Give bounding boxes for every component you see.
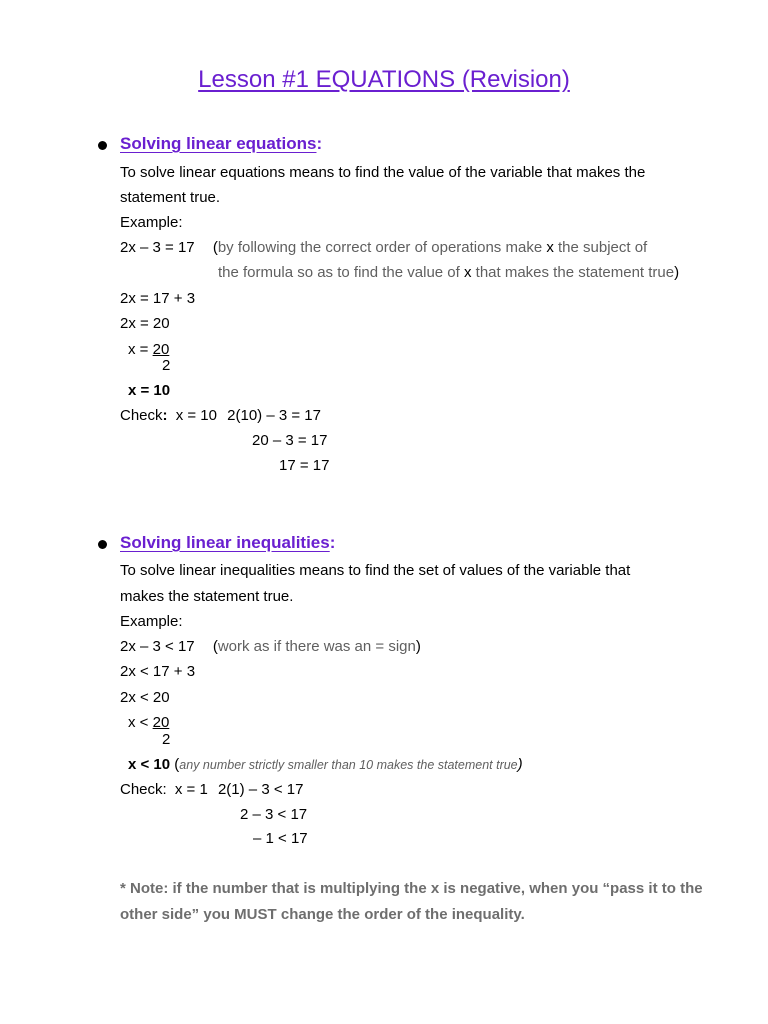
section-2-check-label: Check:: [120, 781, 167, 798]
section-2-result: [128, 756, 523, 773]
section-2-step-1-equation: 2x – 3 < 17: [120, 638, 195, 655]
section-1-step-1-note-b: the subject of: [553, 239, 648, 256]
section-1-step-1-note-x: x: [546, 239, 554, 256]
section-1-check-label: Check: [120, 407, 163, 424]
section-1-check-line-2: 20 – 3 = 17: [252, 432, 328, 449]
section-2-fraction-numerator: 20: [152, 714, 170, 731]
section-1-intro-line-1: To solve linear equations means to find the value of the variable that makes the: [120, 164, 646, 181]
section-1-step-1-note-x2: x: [463, 264, 472, 281]
section-2-check-line-3: – 1 < 17: [253, 830, 308, 847]
bullet-section-2: [98, 540, 107, 549]
section-1-step-1-equation: 2x – 3 = 17: [120, 239, 195, 256]
section-2-result-close-paren: ): [517, 756, 523, 773]
section-1-step-2: 2x = 17 + 3: [120, 290, 196, 307]
section-2-step-1-close-paren: ): [415, 638, 421, 655]
section-2-heading-text: Solving linear inequalities: [120, 533, 330, 552]
bullet-section-1: [98, 141, 107, 150]
section-2-step-1-note: work as if there was an = sign: [217, 638, 416, 655]
section-1-step-4-lhs: x =: [128, 341, 153, 358]
section-2-intro-line-2: makes the statement true.: [120, 588, 294, 605]
section-2-result-open-paren: (: [174, 756, 180, 773]
section-1-heading-text: Solving linear equations: [120, 134, 317, 153]
section-1-example-label: Example:: [120, 214, 183, 231]
section-1-step-1-note-a: by following the correct order of operations make: [217, 239, 547, 256]
section-1-step-1-note-c: the formula so as to find the value of: [218, 264, 464, 281]
section-2-heading-colon: :: [329, 533, 336, 552]
section-1-fraction-numerator: 20: [152, 341, 170, 358]
section-1-step-4: [128, 341, 169, 358]
section-2-step-1-open-paren: (: [212, 638, 218, 655]
section-1-step-3: 2x = 20: [120, 315, 170, 332]
section-2-intro-line-1: To solve linear inequalities means to find the set of values of the variable that: [120, 562, 631, 579]
section-2-check-line-2: 2 – 3 < 17: [240, 806, 308, 823]
section-2-result-note: any number strictly smaller than 10 makes the statement true: [179, 758, 518, 772]
section-2-result-value: x < 10: [128, 756, 171, 773]
section-1-check: [120, 407, 321, 424]
section-1-result: x = 10: [128, 382, 171, 399]
section-2-check-line-1: 2(1) – 3 < 17: [217, 781, 304, 798]
section-1-step-1-continued: [218, 264, 679, 281]
section-1-check-line-3: 17 = 17: [279, 457, 330, 474]
section-2-step-4: [128, 714, 169, 731]
section-1-check-colon: :: [162, 407, 168, 424]
section-2-step-2: 2x < 17 + 3: [120, 663, 196, 680]
section-1-heading-colon: :: [316, 134, 323, 153]
section-1-step-1-note-d: that makes the statement true: [471, 264, 675, 281]
section-1-heading: [120, 134, 322, 154]
section-1-intro-line-2: statement true.: [120, 189, 221, 206]
section-2-check: [120, 781, 303, 798]
section-2-step-3: 2x < 20: [120, 689, 170, 706]
page-title: Lesson #1 EQUATIONS (Revision): [198, 66, 570, 93]
section-1-check-substitution: x = 10: [175, 407, 217, 424]
section-2-check-substitution: x = 1: [174, 781, 208, 798]
section-1-check-line-1: 2(10) – 3 = 17: [227, 407, 321, 424]
section-1-step-1-open-paren: (: [212, 239, 218, 256]
section-2-example-label: Example:: [120, 613, 183, 630]
section-2-heading: [120, 533, 335, 553]
section-1-step-1: [120, 239, 647, 256]
section-1-step-1-close-paren: ): [674, 264, 680, 281]
section-2-fraction-denominator: 2: [162, 731, 171, 748]
section-2-step-1: [120, 638, 421, 655]
section-2-step-4-lhs: x <: [128, 714, 153, 731]
section-1-fraction-denominator: 2: [162, 357, 171, 374]
inequality-note: * Note: if the number that is multiplying the x is negative, when you “pass it to the other side” you MUST change the order of the inequality.: [120, 880, 703, 923]
